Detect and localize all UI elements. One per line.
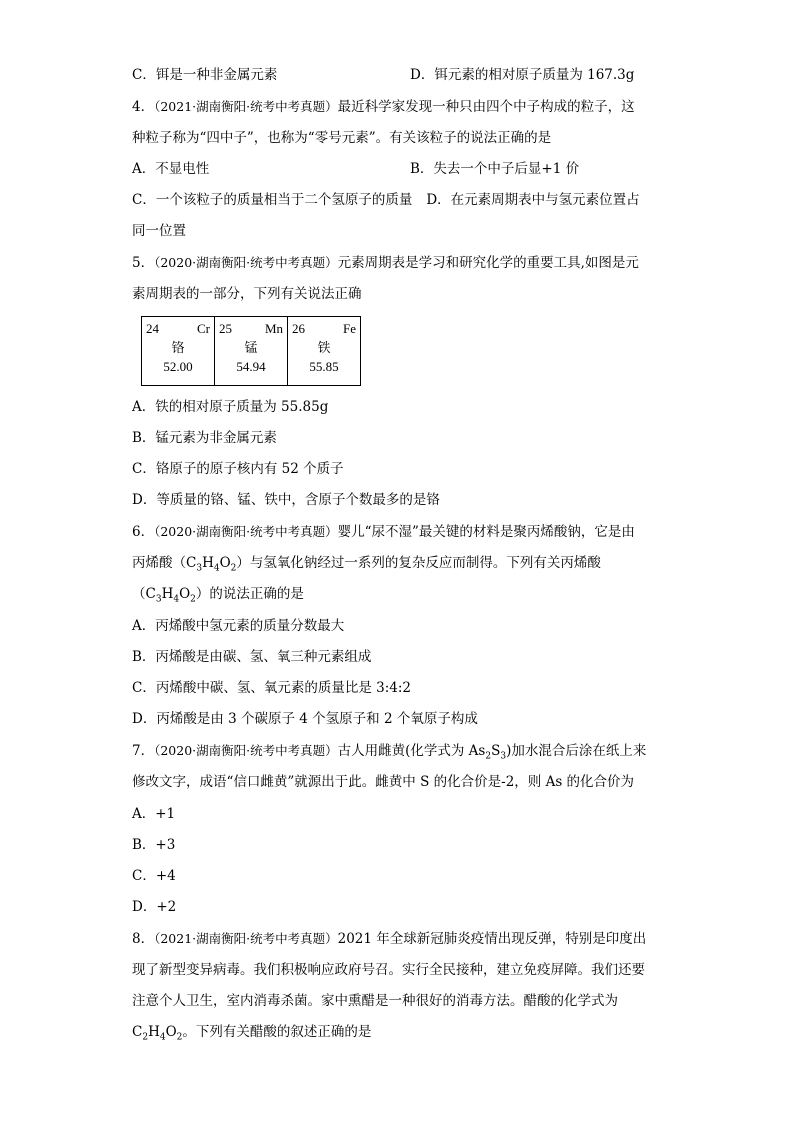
element-name: 锰 bbox=[244, 340, 258, 355]
subscript: 3 bbox=[155, 594, 162, 605]
atomic-mass: 54.94 bbox=[236, 359, 266, 374]
element-symbol: Fe bbox=[343, 321, 356, 336]
element-symbol: Cr bbox=[197, 321, 210, 336]
q5-option-b[interactable]: B．锰元素为非金属元素 bbox=[132, 430, 277, 446]
periodic-table-fragment bbox=[141, 316, 361, 386]
element-name: 铁 bbox=[317, 340, 331, 355]
q6-text-b: ）与氢氧化钠经过一系列的复杂反应而制得。下列有关丙烯酸 bbox=[236, 555, 601, 571]
q6-stem-text-1: 婴儿“尿不湿”最关键的材料是聚丙烯酸钠，它是由 bbox=[337, 524, 635, 540]
q5-source: （2020·湖南衡阳·统考中考真题） bbox=[154, 255, 338, 270]
q7-option-b[interactable]: B．+3 bbox=[132, 837, 176, 853]
q8-number: 8． bbox=[132, 931, 155, 947]
q7-option-d[interactable]: D．+2 bbox=[132, 899, 177, 915]
formula-h: H bbox=[202, 555, 214, 571]
q5-option-d[interactable]: D．等质量的铬、锰、铁中，含原子个数最多的是铬 bbox=[132, 492, 440, 508]
q7-number: 7． bbox=[132, 743, 155, 759]
q3-option-c[interactable]: C．铒是一种非金属元素 bbox=[132, 67, 278, 83]
q4-option-c[interactable]: C．一个该粒子的质量相当于二个氢原子的质量 bbox=[132, 192, 413, 208]
q8-stem-line-3: 注意个人卫生，室内消毒杀菌。家中熏醋是一种很好的消毒方法。醋酸的化学式为 bbox=[132, 993, 618, 1009]
q7-stem-line-2: 修改文字，成语“信口雌黄”就源出于此。雌黄中 S 的化合价是-2，则 As 的化合价为 bbox=[132, 774, 635, 790]
subscript: 2 bbox=[176, 1032, 183, 1043]
q4-option-d[interactable]: D．在元素周期表中与氢元素位置占 bbox=[426, 192, 640, 208]
q7-text-a: 古人用雌黄(化学式为 As bbox=[337, 743, 486, 759]
q8-stem-line-2: 现了新型变异病毒。我们积极响应政府号召。实行全民接种，建立免疫屏障。我们还要 bbox=[132, 962, 645, 978]
q6-stem-line-2 bbox=[132, 554, 672, 578]
subscript: 4 bbox=[213, 563, 220, 574]
q7-stem-line-1 bbox=[132, 742, 672, 766]
subscript: 2 bbox=[190, 594, 196, 605]
q6-option-b[interactable]: B．丙烯酸是由碳、氢、氧三种元素组成 bbox=[132, 649, 372, 665]
formula-o: O bbox=[219, 555, 231, 571]
q4-option-a[interactable]: A．不显电性 bbox=[132, 161, 210, 177]
subscript: 4 bbox=[173, 594, 180, 605]
atomic-mass: 52.00 bbox=[163, 359, 193, 374]
q8-stem-text-1: 2021 年全球新冠肺炎疫情出现反弹，特别是印度出 bbox=[337, 931, 647, 947]
q4-option-d-continued: 同一位置 bbox=[132, 223, 186, 239]
q6-option-a[interactable]: A．丙烯酸中氢元素的质量分数最大 bbox=[132, 618, 345, 634]
q4-source: （2021·湖南衡阳·统考中考真题） bbox=[154, 99, 338, 114]
q7-source: （2020·湖南衡阳·统考中考真题） bbox=[154, 743, 338, 758]
q8-text-b: 。下列有关醋酸的叙述正确的是 bbox=[182, 1024, 372, 1040]
q6-text-d: ）的说法正确的是 bbox=[195, 586, 304, 602]
element-cell-fe bbox=[288, 317, 361, 386]
q5-option-c[interactable]: C．铬原子的原子核内有 52 个质子 bbox=[132, 461, 344, 477]
q8-stem-line-1 bbox=[132, 930, 672, 948]
q6-source: （2020·湖南衡阳·统考中考真题） bbox=[154, 524, 338, 539]
element-symbol: Mn bbox=[264, 321, 283, 336]
subscript: 4 bbox=[159, 1032, 166, 1043]
q5-number: 5． bbox=[132, 255, 155, 271]
subscript: 2 bbox=[142, 1032, 149, 1043]
q5-stem-line-2: 素周期表的一部分，下列有关说法正确 bbox=[132, 286, 362, 302]
subscript: 3 bbox=[196, 563, 203, 574]
q6-option-d[interactable]: D．丙烯酸是由 3 个碳原子 4 个氢原子和 2 个氧原子构成 bbox=[132, 711, 478, 727]
q4-stem-line-1 bbox=[132, 98, 672, 116]
q6-stem-line-3 bbox=[132, 585, 672, 609]
element-cell-cr bbox=[142, 317, 215, 386]
formula-s: S bbox=[491, 743, 501, 759]
formula-h: H bbox=[148, 1024, 160, 1040]
q7-text-b: )加水混合后涂在纸上来 bbox=[506, 743, 647, 759]
subscript: 2 bbox=[485, 751, 492, 762]
q6-text-a: 丙烯酸（C bbox=[132, 555, 197, 571]
q4-option-b[interactable]: B．失去一个中子后显+1 价 bbox=[410, 161, 580, 177]
atomic-mass: 55.85 bbox=[309, 359, 339, 374]
q4-number: 4． bbox=[132, 99, 155, 115]
formula-c: C bbox=[132, 1024, 143, 1040]
atomic-number: 26 bbox=[292, 321, 305, 336]
q6-stem-line-1 bbox=[132, 523, 672, 541]
q6-text-c: （C bbox=[132, 586, 156, 602]
q8-stem-line-4 bbox=[132, 1023, 672, 1047]
q6-option-c[interactable]: C．丙烯酸中碳、氢、氧元素的质量比是 3:4:2 bbox=[132, 680, 411, 696]
q3-option-d[interactable]: D．铒元素的相对原子质量为 167.3g bbox=[410, 67, 635, 83]
q4-stem-text-1: 最近科学家发现一种只由四个中子构成的粒子，这 bbox=[337, 99, 635, 115]
formula-h: H bbox=[161, 586, 174, 602]
atomic-number: 25 bbox=[219, 321, 232, 336]
formula-o: O bbox=[179, 586, 191, 602]
q8-source: （2021·湖南衡阳·统考中考真题） bbox=[154, 931, 338, 946]
q7-option-a[interactable]: A．+1 bbox=[132, 806, 176, 822]
subscript: 3 bbox=[500, 751, 507, 762]
formula-o: O bbox=[165, 1024, 177, 1040]
q6-number: 6． bbox=[132, 524, 155, 540]
element-cell-mn bbox=[215, 317, 288, 386]
q5-stem-line-1 bbox=[132, 254, 672, 272]
element-name: 铬 bbox=[171, 340, 185, 355]
q7-option-c[interactable]: C．+4 bbox=[132, 868, 176, 884]
atomic-number: 24 bbox=[146, 321, 159, 336]
q5-option-a[interactable]: A．铁的相对原子质量为 55.85g bbox=[132, 399, 329, 415]
q5-stem-text-1: 元素周期表是学习和研究化学的重要工具,如图是元 bbox=[337, 255, 639, 271]
q4-option-cd-line bbox=[132, 191, 672, 209]
subscript: 2 bbox=[230, 563, 237, 574]
q4-stem-line-2: 种粒子称为“四中子”，也称为“零号元素”。有关该粒子的说法正确的是 bbox=[132, 130, 552, 146]
